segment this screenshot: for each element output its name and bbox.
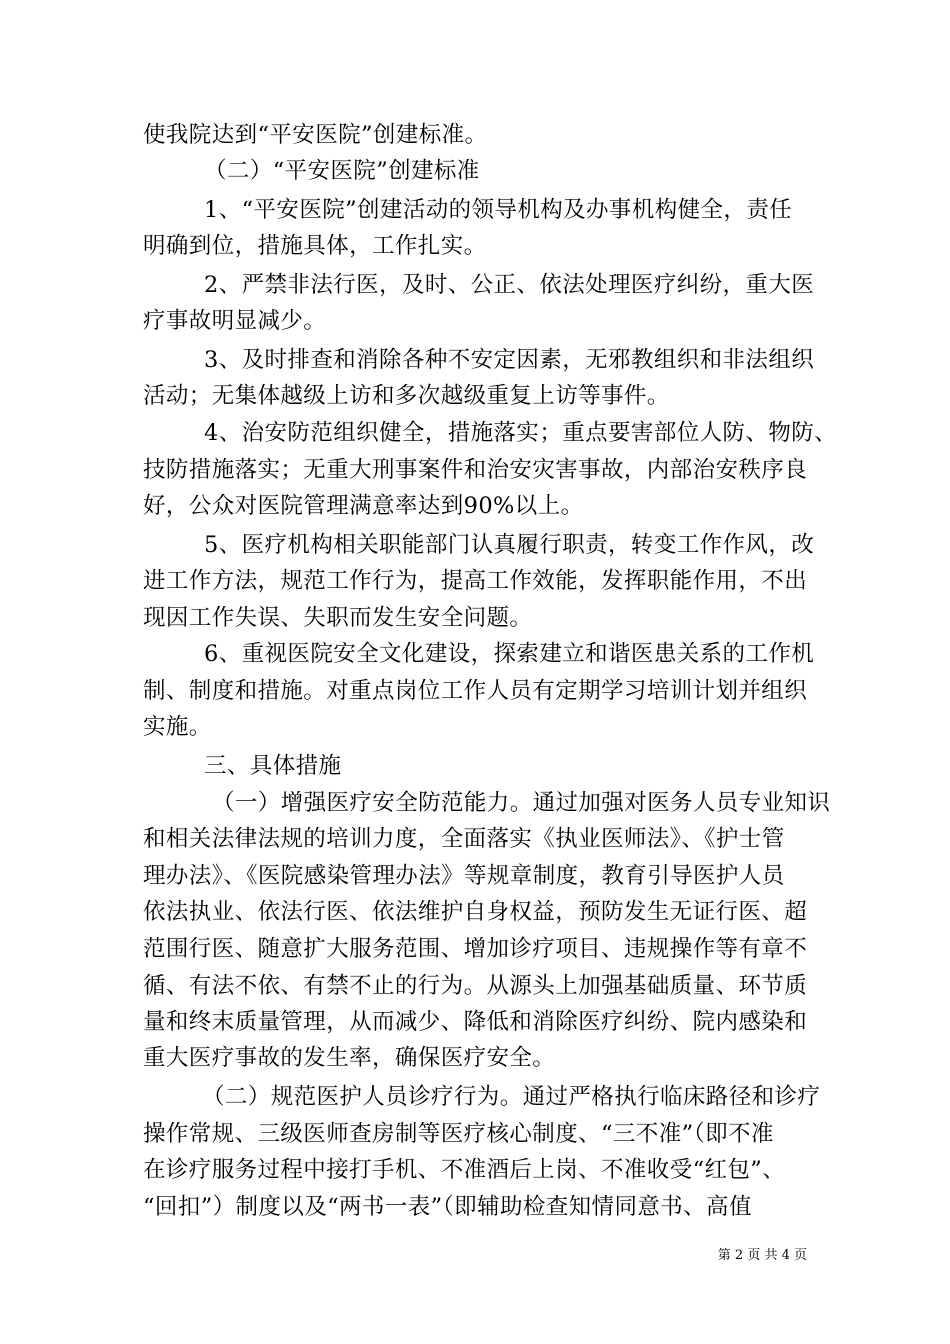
text-line: 技防措施落实；无重大刑事案件和治安灾害事故，内部治安秩序良 [143, 457, 808, 483]
text-line: 5、医疗机构相关职能部门认真履行职责，转变工作作风，改 [204, 532, 815, 558]
text-line: 和相关法律法规的培训力度，全面落实《执业医师法》、《护士管 [143, 826, 785, 852]
text-line: 明确到位，措施具体，工作扎实。 [143, 233, 487, 259]
text-line: 使我院达到“平安医院”创建标准。 [143, 122, 488, 148]
text-line: 操作常规、三级医师查房制等医疗核心制度、“三不准”（即不准 [143, 1121, 774, 1147]
text-line: 范围行医、随意扩大服务范围、增加诊疗项目、违规操作等有章不 [143, 936, 808, 962]
text-line: （一）增强医疗安全防范能力。通过加强对医务人员专业知识 [212, 790, 831, 816]
section-heading: （二）“平安医院”创建标准 [204, 158, 480, 184]
text-line: 依法执业、依法行医、依法维护自身权益，预防发生无证行医、超 [143, 899, 808, 925]
text-line: 1、“平安医院”创建活动的领导机构及办事机构健全，责任 [204, 197, 793, 223]
text-line: 4、治安防范组织健全，措施落实；重点要害部位人防、物防、 [204, 420, 838, 446]
text-line: 量和终末质量管理，从而减少、降低和消除医疗纠纷、院内感染和 [143, 1009, 808, 1035]
text-line: 循、有法不依、有禁不止的行为。从源头上加强基础质量、环节质 [143, 973, 808, 999]
text-line: 6、重视医院安全文化建设，探索建立和谐医患关系的工作机 [204, 641, 815, 667]
text-line: 现因工作失误、失职而发生安全问题。 [143, 605, 533, 631]
text-line: 活动；无集体越级上访和多次越级重复上访等事件。 [143, 383, 670, 409]
text-line: 实施。 [143, 714, 212, 740]
text-line: 3、及时排查和消除各种不安定因素，无邪教组织和非法组织 [204, 347, 815, 373]
text-line: 2、严禁非法行医，及时、公正、依法处理医疗纠纷，重大医 [204, 272, 815, 298]
section-heading: 三、具体措施 [204, 753, 342, 779]
text-line: 重大医疗事故的发生率，确保医疗安全。 [143, 1045, 556, 1071]
page-number: 第 2 页 共 4 页 [717, 1248, 807, 1263]
text-line: 好，公众对医院管理满意率达到90%以上。 [143, 493, 584, 519]
text-line: 制、制度和措施。对重点岗位工作人员有定期学习培训计划并组织 [143, 678, 808, 704]
text-line: （二）规范医护人员诊疗行为。通过严格执行临床路径和诊疗 [202, 1084, 821, 1110]
text-line: 进工作方法，规范工作行为，提高工作效能，发挥职能作用，不出 [143, 568, 808, 594]
text-line: 在诊疗服务过程中接打手机、不准酒后上岗、不准收受“红包”、 [143, 1157, 786, 1183]
text-line: 理办法》、《医院感染管理办法》等规章制度，教育引导医护人员 [143, 863, 785, 889]
text-line: “回扣”）制度以及“两书一表”（即辅助检查知情同意书、高值 [143, 1194, 752, 1220]
text-line: 疗事故明显减少。 [143, 308, 327, 334]
